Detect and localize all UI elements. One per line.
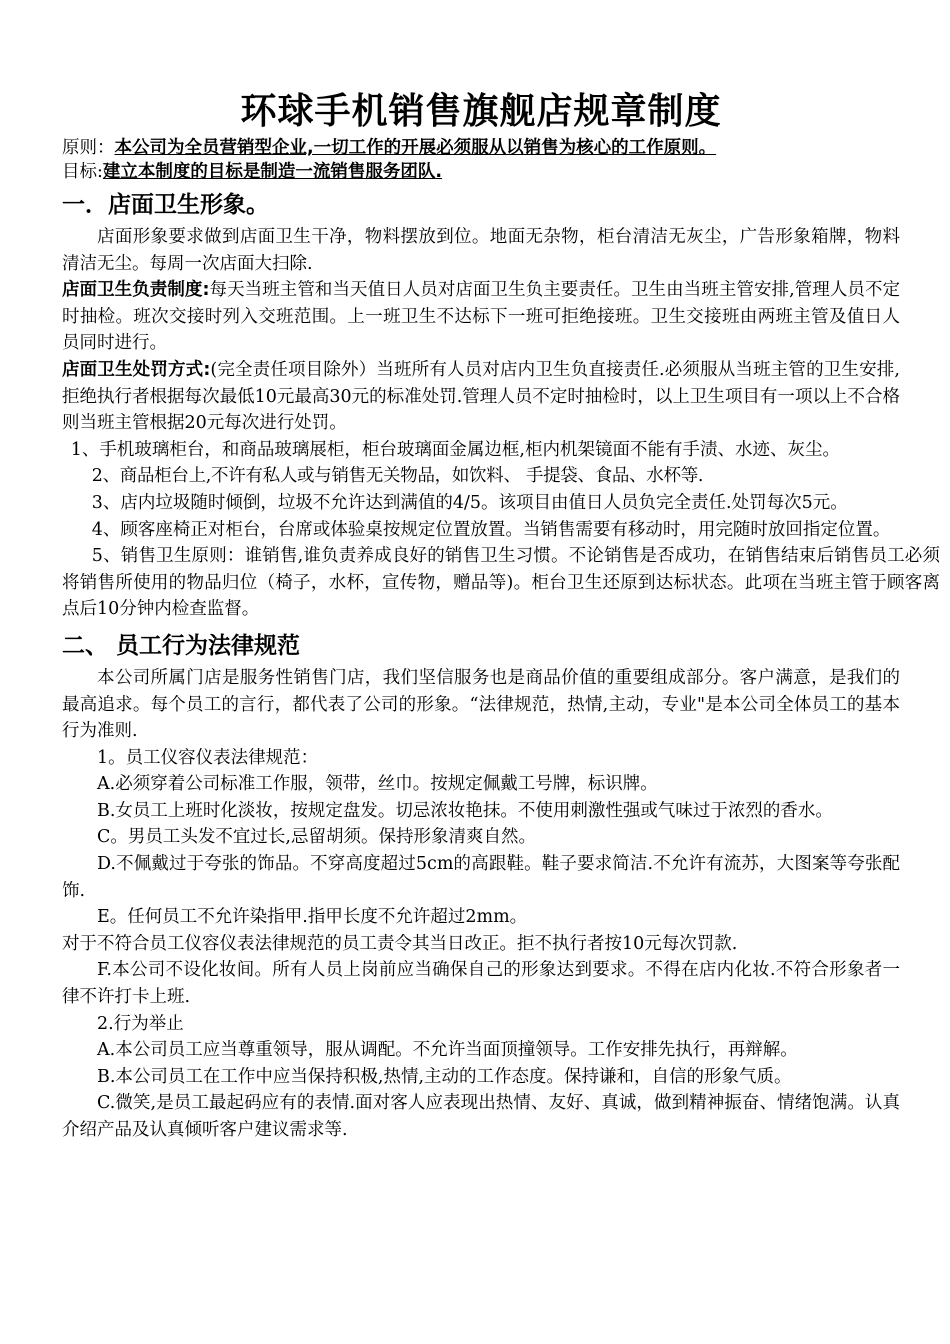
appearance-rule-e: E。任何员工不允许染指甲.指甲长度不允许超过2mm。 xyxy=(97,907,528,928)
hygiene-penalty-paragraph xyxy=(62,357,900,437)
hygiene-item-1: 1、手机玻璃柜台，和商品玻璃展柜，柜台玻璃面金属边框,柜内机架镜面不能有手渍、水迹、灰尘。 xyxy=(70,439,840,460)
behavior-subheading: 2.行为举止 xyxy=(97,1013,184,1034)
appearance-rule-b: B.女员工上班时化淡妆，按规定盘发。切忌浓妆艳抹。不使用刺激性强或气味过于浓烈的香水。 xyxy=(97,800,833,821)
appearance-rule-d: D.不佩戴过于夸张的饰品。不穿高度超过5cm的高跟鞋。鞋子要求简洁.不允许有流苏，大图案等夸张配饰. xyxy=(62,854,900,901)
behavior-rule-c: C.微笑,是员工最起码应有的表情.面对客人应表现出热情、友好、真诚，做到精神振奋、情绪饱满。认真介绍产品及认真倾听客户建议需求等. xyxy=(62,1093,900,1140)
document-title: 环球手机销售旗舰店规章制度 xyxy=(240,91,722,132)
appearance-rule-c: C。男员工头发不宜过长,忌留胡须。保持形象清爽自然。 xyxy=(97,827,536,848)
document-page xyxy=(62,88,940,1144)
principle-label: 原则： xyxy=(62,138,115,158)
hygiene-item-2: 2、商品柜台上,不许有私人或与销售无关物品，如饮料、 手提袋、食品、水杯等. xyxy=(91,466,704,487)
hygiene-duty-paragraph xyxy=(62,277,900,357)
hygiene-duty-text: 每天当班主管和当天值日人员对店面卫生负主要责任。卫生由当班主管安排,管理人员不定时抽检。班次交接时列入交班范围。上一班卫生不达标下一班可拒绝接班。卫生交接班由两班主管及值日人员同时进行。 xyxy=(62,280,901,354)
principle-line xyxy=(62,136,900,160)
hygiene-item-4: 4、顾客座椅正对柜台，台席或体验桌按规定位置放置。当销售需要有移动时，用完随时放回指定位置。 xyxy=(91,519,891,540)
hygiene-penalty-label: 店面卫生处罚方式: xyxy=(62,359,211,380)
behavior-rule-a: A.本公司员工应当尊重领导，服从调配。不允许当面顶撞领导。工作安排先执行，再辩解。 xyxy=(97,1040,798,1061)
goal-line xyxy=(62,160,900,184)
hygiene-penalty-text: (完全责任项目除外）当班所有人员对店内卫生负直接责任.必须服从当班主管的卫生安排,拒绝执行者根据每次最低10元最高30元的标准处罚.管理人员不定时抽检时，以上卫生项目有一项以上不合格则当班主管根据20元每次进行处罚。 xyxy=(62,359,900,434)
appearance-penalty-note: 对于不符合员工仪容仪表法律规范的员工责令其当日改正。拒不执行者按10元每次罚款. xyxy=(62,933,738,954)
section-1-intro: 店面形象要求做到店面卫生干净，物料摆放到位。地面无杂物，柜台清洁无灰尘，广告形象箱牌，物料清洁无尘。每周一次店面大扫除. xyxy=(62,227,900,274)
goal-text: 建立本制度的目标是制造一流销售服务团队. xyxy=(102,162,443,182)
principle-text: 本公司为全员营销型企业,一切工作的开展必须服从以销售为核心的工作原则。 xyxy=(114,138,717,158)
appearance-rule-a: A.必须穿着公司标准工作服，领带，丝巾。按规定佩戴工号牌，标识牌。 xyxy=(97,774,658,795)
section-2-intro: 本公司所属门店是服务性销售门店，我们坚信服务也是商品价值的重要组成部分。客户满意，是我们的最高追求。每个员工的言行，都代表了公司的形象。“法律规范，热情,主动，专业"是本公司全体员工的基本行为准则. xyxy=(62,667,900,742)
hygiene-duty-label: 店面卫生负责制度: xyxy=(62,280,210,301)
section-2-heading: 二、 员工行为法律规范 xyxy=(62,632,301,659)
goal-label: 目标: xyxy=(62,162,103,182)
hygiene-item-5: 5、销售卫生原则：谁销售,谁负责养成良好的销售卫生习惯。不论销售是否成功，在销售结束后销售员工必须将销售所使用的物品归位（椅子，水杯，宣传物，赠品等)。柜台卫生还原到达标状态。此项在当班主管于顾客离点后10分钟内检查监督。 xyxy=(62,546,940,620)
hygiene-item-3: 3、店内垃圾随时倾倒，垃圾不允许达到满值的4/5。该项目由值日人员负完全责任.处罚每次5元。 xyxy=(91,492,848,513)
behavior-rule-b: B.本公司员工在工作中应当保持积极,热情,主动的工作态度。保持谦和，自信的形象气质。 xyxy=(97,1066,792,1087)
section-1-heading: 一．店面卫生形象。 xyxy=(62,192,269,218)
appearance-rule-f: F.本公司不设化妆间。所有人员上岗前应当确保自己的形象达到要求。不得在店内化妆.不符合形象者一律不许打卡上班. xyxy=(62,960,900,1008)
appearance-subheading: 1。员工仪容仪表法律规范： xyxy=(97,747,319,768)
